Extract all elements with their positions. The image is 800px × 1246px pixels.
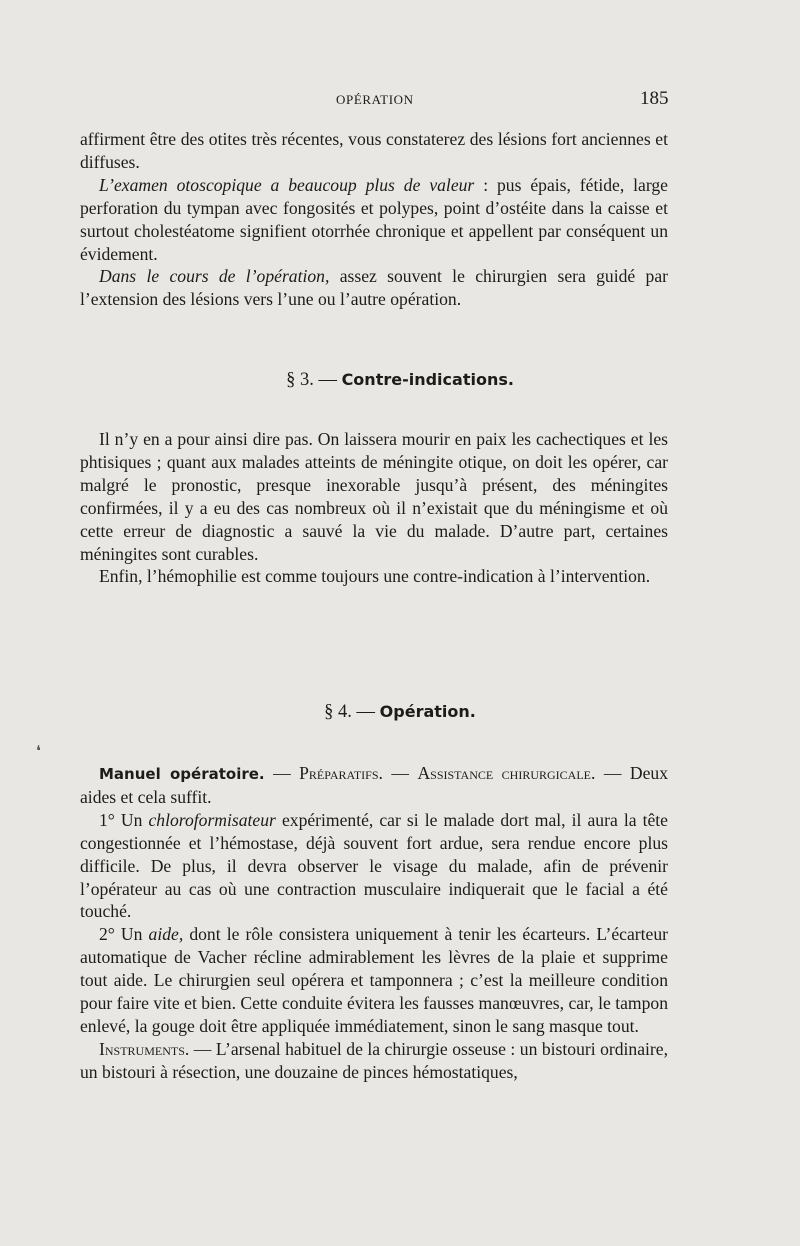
paragraph <box>80 128 668 174</box>
separator: — <box>382 763 418 783</box>
list-number: 1° Un <box>99 809 149 830</box>
text-block-operation <box>80 762 668 1084</box>
paragraph <box>80 1038 668 1084</box>
margin-mark: ❛ <box>36 744 41 760</box>
paragraph-text: Il n’y en a pour ainsi dire pas. On laissera mourir en paix les cachectiques et les phtisiques ; quant aux malades atteints de méningite otique, on doit les opérer, car malgré le pronostic, presque inexorable jusqu’à présent, des méningites confirmées, il y a eu des cas nombreux où il n’existait que du méningisme et où cette erreur de diagnostic a sauvé la vie du malade. D’autre part, certaines méningites sont curables. <box>80 429 668 564</box>
paragraph <box>80 762 668 809</box>
paragraph-text: : pus épais, fétide, large perforation du tympan avec fongosités et polypes, point d’ostéite dans la caisse et surtout cholestéatome signifient otorrhée chronique et appellent par conséquent un évidement. <box>80 174 668 264</box>
paragraph-text: dont le rôle consistera uniquement à tenir les écarteurs. L’écarteur automatique de Vacher récline admirablement les lèvres de la plaie et supprime tout aide. Le chirurgien seul opérera et tamponnera ; c’est la meilleure condition pour faire vite et bien. Cette conduite évitera les fausses manœuvres, car, le tampon enlevé, la gouge doit être appliquée immédiatement, sinon le sang masque tout. <box>80 924 668 1036</box>
run-in-heading: Manuel opératoire. <box>99 765 265 783</box>
paragraph <box>80 923 668 1038</box>
section-number: § 4. — <box>324 702 376 722</box>
running-title: OPÉRATION <box>336 92 414 107</box>
section-title: Opération. <box>379 702 476 721</box>
page-header <box>0 88 800 112</box>
page-number: 185 <box>640 88 669 109</box>
list-number: 2° Un <box>99 924 149 945</box>
paragraph-text: Enfin, l’hémophilie est comme toujours une contre-indication à l’intervention. <box>99 566 651 587</box>
section-title: Contre-indications. <box>341 370 514 389</box>
paragraph <box>80 565 668 588</box>
paragraph-text: — L’arsenal habituel de la chirurgie osseuse : un bistouri ordinaire, un bistouri à résection, une douzaine de pinces hémostatiques, <box>80 1038 668 1082</box>
separator: — <box>264 763 300 783</box>
paragraph-text: — Deux aides et cela suffit. <box>80 763 669 807</box>
paragraph-text: affirment être des otites très récentes, vous constaterez des lésions fort anciennes et diffuses. <box>80 129 668 172</box>
emphasis-text: Dans le cours de l’opération, <box>99 266 330 287</box>
paragraph <box>80 265 668 311</box>
paragraph-text: expérimenté, car si le malade dort mal, il aura la tête congestionnée et l’hémostase, déjà souvent fort ardue, sera rendue encore plus difficile. De plus, il devra observer le visage du malade, afin de prévenir l’opérateur au cas où une contraction musculaire indiquerait que le facial a été touché. <box>80 809 668 922</box>
paragraph <box>80 809 668 924</box>
section-number: § 3. — <box>286 370 337 390</box>
paragraph <box>80 174 668 266</box>
emphasis-text: aide, <box>148 924 184 945</box>
section-heading-4 <box>0 702 800 723</box>
section-heading-3 <box>0 370 800 391</box>
emphasis-text: L’examen otoscopique a beaucoup plus de valeur <box>99 174 475 195</box>
paragraph <box>80 428 668 565</box>
small-caps-label: Assistance chirurgicale. <box>417 763 596 783</box>
small-caps-label: Préparatifs. <box>299 763 383 783</box>
small-caps-label: Instruments. <box>99 1038 190 1059</box>
text-block-contraindications <box>80 428 668 588</box>
text-block-intro <box>80 128 668 311</box>
paragraph-text: assez souvent le chirurgien sera guidé par l’extension des lésions vers l’une ou l’autre opération. <box>80 266 668 310</box>
emphasis-text: chloroformisateur <box>148 809 276 830</box>
